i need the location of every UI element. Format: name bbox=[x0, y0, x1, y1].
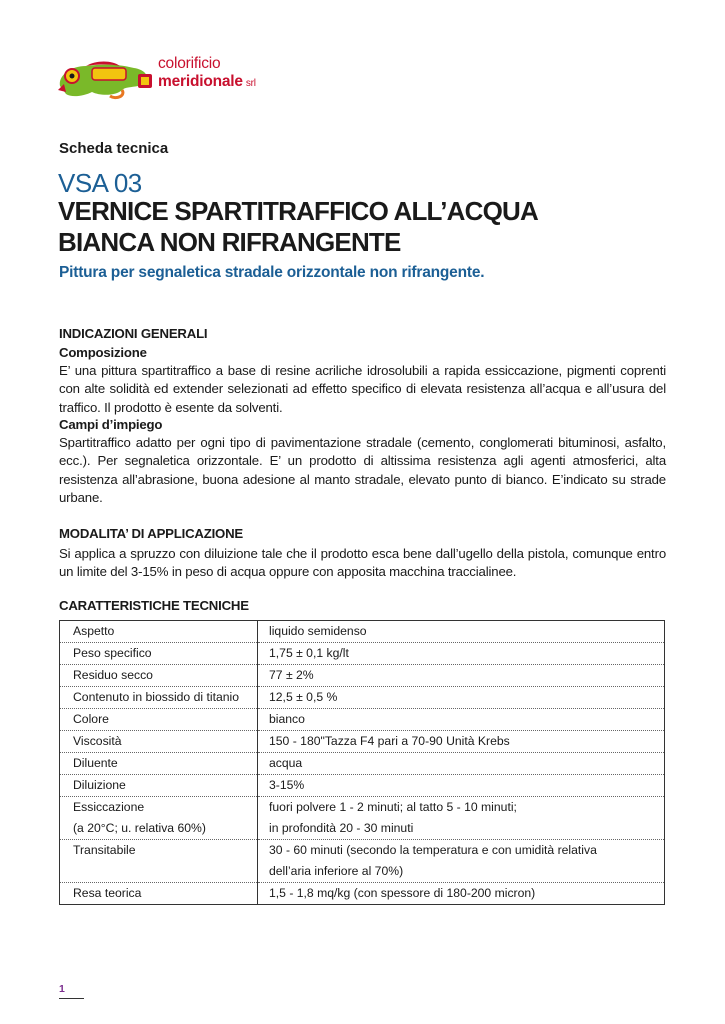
spec-value: 12,5 ± 0,5 % bbox=[258, 687, 665, 709]
spec-value: 30 - 60 minuti (secondo la temperatura e con umidità relativa bbox=[269, 843, 597, 857]
usage-heading: Campi d’impiego bbox=[59, 417, 163, 432]
spec-row bbox=[60, 731, 665, 753]
brand-name-line2: meridionale srl bbox=[158, 73, 256, 90]
spec-value: 3-15% bbox=[258, 775, 665, 797]
chameleon-logo-icon bbox=[56, 56, 156, 100]
specs-table bbox=[59, 620, 665, 905]
brand-name-line1: colorificio bbox=[158, 55, 221, 72]
page-number-rule bbox=[59, 998, 84, 999]
spec-row bbox=[60, 621, 665, 643]
spec-value: dell’aria inferiore al 70%) bbox=[258, 861, 665, 883]
product-code: VSA 03 bbox=[58, 168, 142, 198]
composition-text: E’ una pittura spartitraffico a base di resine acriliche idrosolubili a rapida essiccazione, pigmenti coprenti con alte solidità ed extender selezionati ad effetto specifico di elevata resistenza all’acqua e all’usura del traffico. Il prodotto è esente da solventi. bbox=[59, 363, 666, 415]
spec-value: in profondità 20 - 30 minuti bbox=[258, 818, 665, 840]
spec-row bbox=[60, 883, 665, 905]
spec-row bbox=[60, 643, 665, 665]
spec-label: Essiccazione bbox=[60, 797, 258, 819]
usage-text: Spartitraffico adatto per ogni tipo di pavimentazione stradale (cemento, conglomerati bituminosi, asfalto, ecc.). Per segnaletica orizzontale. E’ un prodotto di altissima resistenza agli agenti atmosferici, alta resistenza all’abrasione, buona adesione al manto stradale, elevato punto di bianco. E’indicato su strade urbane. bbox=[59, 435, 666, 505]
spec-row bbox=[60, 797, 665, 819]
spec-label: Resa teorica bbox=[60, 883, 258, 905]
product-title bbox=[58, 196, 678, 258]
spec-label: Colore bbox=[60, 709, 258, 731]
spec-value: 150 - 180"Tazza F4 pari a 70-90 Unità Krebs bbox=[258, 731, 665, 753]
spec-row bbox=[60, 753, 665, 775]
spec-value: 1,75 ± 0,1 kg/lt bbox=[258, 643, 665, 665]
spec-row bbox=[60, 709, 665, 731]
composition-heading: Composizione bbox=[59, 345, 147, 360]
section-heading-general: INDICAZIONI GENERALI bbox=[59, 326, 208, 341]
spec-label: (a 20°C; u. relativa 60%) bbox=[60, 818, 258, 840]
spec-label: Aspetto bbox=[60, 621, 258, 643]
spec-label: Diluente bbox=[60, 753, 258, 775]
spec-label: Diluizione bbox=[60, 775, 258, 797]
section-heading-specs: CARATTERISTICHE TECNICHE bbox=[59, 598, 249, 613]
spec-label bbox=[60, 861, 258, 883]
spec-label: Residuo secco bbox=[60, 665, 258, 687]
spec-value: 1,5 - 1,8 mq/kg (con spessore di 180-200 micron) bbox=[258, 883, 665, 905]
spec-row bbox=[60, 861, 665, 883]
spec-row bbox=[60, 665, 665, 687]
section-heading-application: MODALITA’ DI APPLICAZIONE bbox=[59, 526, 244, 541]
spec-value: bianco bbox=[258, 709, 665, 731]
spec-value: liquido semidenso bbox=[258, 621, 665, 643]
spec-row bbox=[60, 818, 665, 840]
title-line-2: BIANCA NON RIFRANGENTE bbox=[58, 227, 401, 257]
spec-row bbox=[60, 840, 665, 862]
spec-label: Contenuto in biossido di titanio bbox=[60, 687, 258, 709]
spec-value: 77 ± 2% bbox=[258, 665, 665, 687]
company-logo bbox=[56, 56, 276, 100]
spec-value: acqua bbox=[258, 753, 665, 775]
document-type: Scheda tecnica bbox=[59, 140, 169, 157]
title-line-1: VERNICE SPARTITRAFFICO ALL’ACQUA bbox=[58, 196, 538, 226]
spec-row bbox=[60, 687, 665, 709]
spec-label: Transitabile bbox=[60, 840, 258, 862]
spec-label: Viscosità bbox=[60, 731, 258, 753]
spec-value: fuori polvere 1 - 2 minuti; al tatto 5 - 10 minuti; bbox=[269, 800, 517, 814]
product-subtitle: Pittura per segnaletica stradale orizzontale non rifrangente. bbox=[59, 264, 485, 281]
brand-suffix: srl bbox=[245, 78, 256, 89]
spec-label: Peso specifico bbox=[60, 643, 258, 665]
page-number: 1 bbox=[59, 983, 65, 995]
spec-row bbox=[60, 775, 665, 797]
application-text: Si applica a spruzzo con diluizione tale che il prodotto esca bene dall’ugello della pistola, comunque entro un limite del 3-15% in peso di acqua oppure con apposita macchina traccialinee. bbox=[59, 546, 666, 580]
